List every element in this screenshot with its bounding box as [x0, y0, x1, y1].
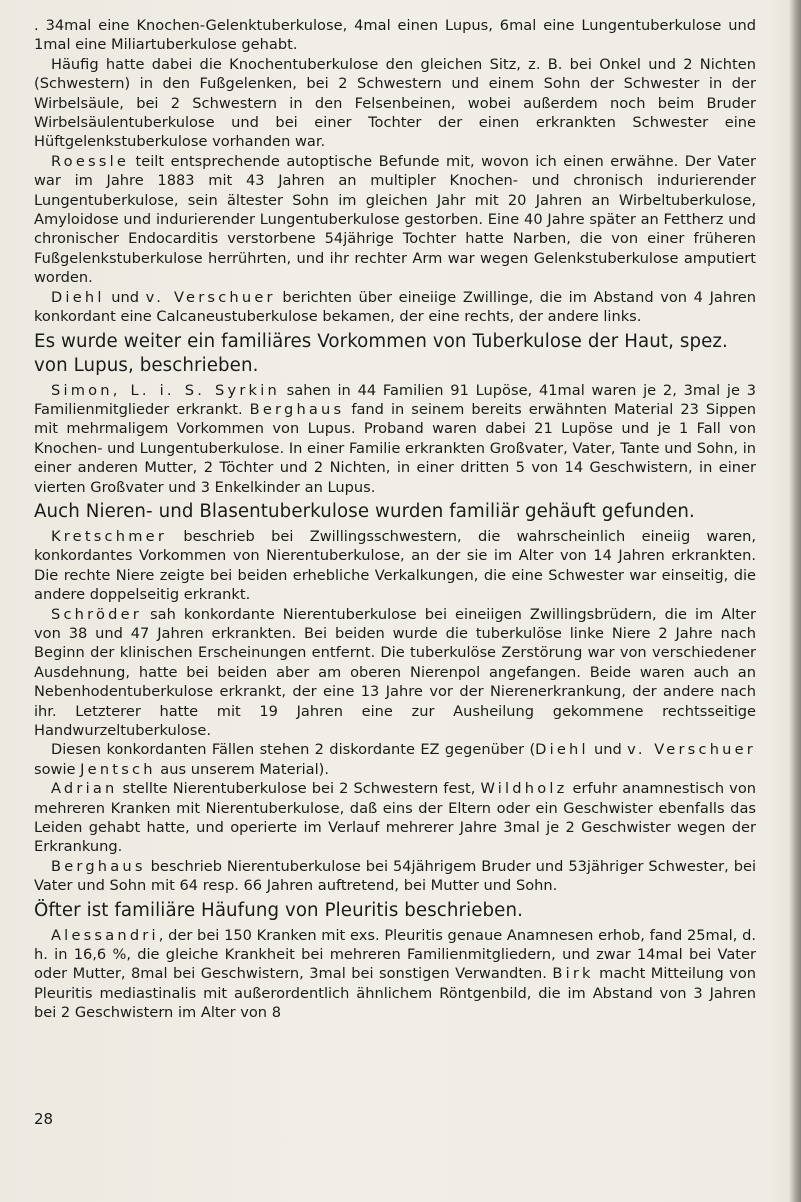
text-run: Häufig hatte dabei die Knochentuberkulose den gleichen Sitz, z. B. bei Onkel und 2 Nichten (Schwestern) in den Fußgelenken, bei 2 Schwestern und einem Sohn der Schwester in der Wirbelsäule, bei 2 Schwestern in den Felsenbeinen, wobei außerdem noch beim Bruder Wirbelsäulentuberkulose und bei einer Tochter der einen erkrankten Schwester eine Hüftgelenkstuberkulose vorhanden war. — [34, 55, 756, 151]
author-name: Berghaus — [249, 400, 345, 418]
paragraph — [34, 779, 756, 857]
author-name: Schröder — [51, 605, 142, 623]
page-number: 28 — [34, 1110, 54, 1128]
paragraph — [34, 381, 756, 497]
paragraph — [34, 55, 756, 152]
paragraph — [34, 152, 756, 288]
author-name: Wildholz — [480, 780, 568, 798]
paragraph — [34, 740, 756, 779]
text-run: erfuhr anamnestisch von mehreren Kranken mit Nierentuberkulose, daß eins der Eltern oder ein Geschwister ebenfalls das Leiden gehabt hatte, und operierte im Verlauf mehrerer Jahre 3mal je 2 Geschwister wegen der Erkrankung. — [34, 780, 757, 856]
text-run: sahen in 44 Familien 91 Lupöse, 41mal waren je 2, 3mal je 3 Familienmitglieder erkrankt. — [34, 381, 757, 418]
section-heading — [34, 330, 756, 378]
text-run: macht Mitteilung von Pleuritis mediastinalis mit außerordentlich ähnlichem Röntgenbild, die im Abstand von 3 Jahren bei 2 Geschwistern im Alter von 8 — [34, 965, 756, 1022]
author-name: Adrian — [51, 780, 118, 798]
author-name: Berghaus — [51, 857, 146, 875]
page-edge-shadow — [789, 0, 801, 1202]
text-run: , der bei 150 Kranken mit exs. Pleuritis genaue Anamnesen erhob, fand 25mal, d. h. in 16,6 %, die gleiche Krankheit bei mehreren Familienmitgliedern, und zwar 14mal bei Vater oder Mutter, 8mal bei Geschwistern, 3mal bei sonstigen Verwandten. — [34, 926, 756, 983]
author-name: Kretschmer — [51, 527, 168, 545]
author-name: v. Verschuer — [145, 288, 276, 306]
author-name: Simon, L. i. S. Syrkin — [51, 381, 280, 399]
text-run: teilt entsprechende autoptische Befunde mit, wovon ich einen erwähne. Der Vater war im Jahre 1883 mit 43 Jahren an multipler Knochen- und chronisch indurierender Lungentuberkulose, sein ältester Sohn im gleichen Jahr mit 20 Jahren an Wirbeltuberkulose, Amyloidose und indurierender Lungentuberkulose gestorben. Eine 40 Jahre später an Fettherz und chronischer Endocarditis verstorbene 54jährige Tochter hatte Narben, die von einer früheren Fußgelenkstuberkulose herrührten, und ihr rechter Arm war wegen Gelenkstuberkulose amputiert worden. — [34, 152, 756, 287]
text-run: Es wurde weiter ein familiäres Vorkommen von Tuberkulose der Haut, spez. von Lupus, beschrieben. — [34, 330, 728, 376]
text-run: beschrieb bei Zwillingsschwestern, die wahrscheinlich eineiig waren, konkordantes Vorkommen von Nierentuberkulose, an der sie im Alter von 14 Jahren erkrankten. Die rechte Niere zeigte bei beiden erhebliche Verkalkungen, die eine Schwester war einseitig, die andere doppelseitig erkrankt. — [34, 527, 756, 604]
text-run: berichten über eineiige Zwillinge, die im Abstand von 4 Jahren konkordant eine Calcaneustuberkulose bekamen, der eine rechts, der andere links. — [34, 288, 756, 326]
text-run: sowie — [34, 760, 81, 778]
text-run: aus unserem Material). — [155, 760, 329, 778]
text-run: beschrieb Nierentuberkulose bei 54jährigem Bruder und 53jähriger Schwester, bei Vater und Sohn mit 64 resp. 66 Jahren auftretend, bei Mutter und Sohn. — [34, 857, 756, 895]
paragraph — [34, 527, 756, 605]
text-run: und — [104, 288, 146, 306]
text-run: fand in seinem bereits erwähnten Material 23 Sippen mit mehrmaligem Vorkommen von Lupus. Proband waren dabei 21 Lupöse und je 1 Fall von Knochen- und Lungentuberkulose. In einer Familie erkrankten Großvater, Vater, Tante und Sohn, in einer anderen Mutter, 2 Töchter und 2 Nichten, in einer dritten 5 von 14 Geschwistern, in einer vierten Großvater und 3 Enkelkinder an Lupus. — [34, 400, 756, 496]
author-name: Diehl — [51, 288, 105, 306]
author-name: Alessandri — [51, 926, 159, 944]
text-run: Öfter ist familiäre Häufung von Pleuritis beschrieben. — [34, 899, 523, 921]
text-run: stellte Nierentuberkulose bei 2 Schwestern fest, — [117, 780, 481, 798]
author-name: Birk — [552, 965, 594, 983]
paragraph — [34, 605, 756, 741]
text-run: Diesen konkordanten Fällen stehen 2 diskordante EZ gegenüber ( — [51, 741, 536, 759]
section-heading — [34, 500, 756, 524]
text-run: und — [588, 741, 628, 759]
paragraph — [34, 16, 756, 55]
text-run: . 34mal eine Knochen-Gelenktuberkulose, 4mal einen Lupus, 6mal eine Lungentuberkulose und 1mal eine Miliartuberkulose gehabt. — [34, 17, 756, 54]
author-name: Jentsch — [80, 760, 156, 778]
page-body-text — [34, 16, 756, 1023]
author-name: Roessle — [51, 152, 130, 170]
author-name: v. Verschuer — [627, 741, 756, 759]
text-run: sah konkordante Nierentuberkulose bei eineiigen Zwillingsbrüdern, die im Alter von 38 und 47 Jahren erkrankten. Bei beiden wurde die tuberkulöse linke Niere 2 Jahre nach Beginn der klinischen Erscheinungen entfernt. Die tuberkulöse Zerstörung war von verschiedener Ausdehnung, hatte bei beiden aber am oberen Nierenpol angefangen. Beide waren auch an Nebenhodentuberkulose erkrankt, der eine 13 Jahre vor der Nierenerkrankung, der andere nach ihr. Letzterer hatte mit 19 Jahren eine zur Ausheilung gekommene rechtsseitige Handwurzeltuberkulose. — [34, 605, 756, 739]
text-run: Auch Nieren- und Blasentuberkulose wurden familiär gehäuft gefunden. — [34, 500, 695, 522]
paragraph — [34, 288, 756, 327]
paragraph — [34, 926, 756, 1023]
author-name: Diehl — [535, 741, 589, 759]
paragraph — [34, 857, 756, 896]
section-heading — [34, 899, 756, 923]
